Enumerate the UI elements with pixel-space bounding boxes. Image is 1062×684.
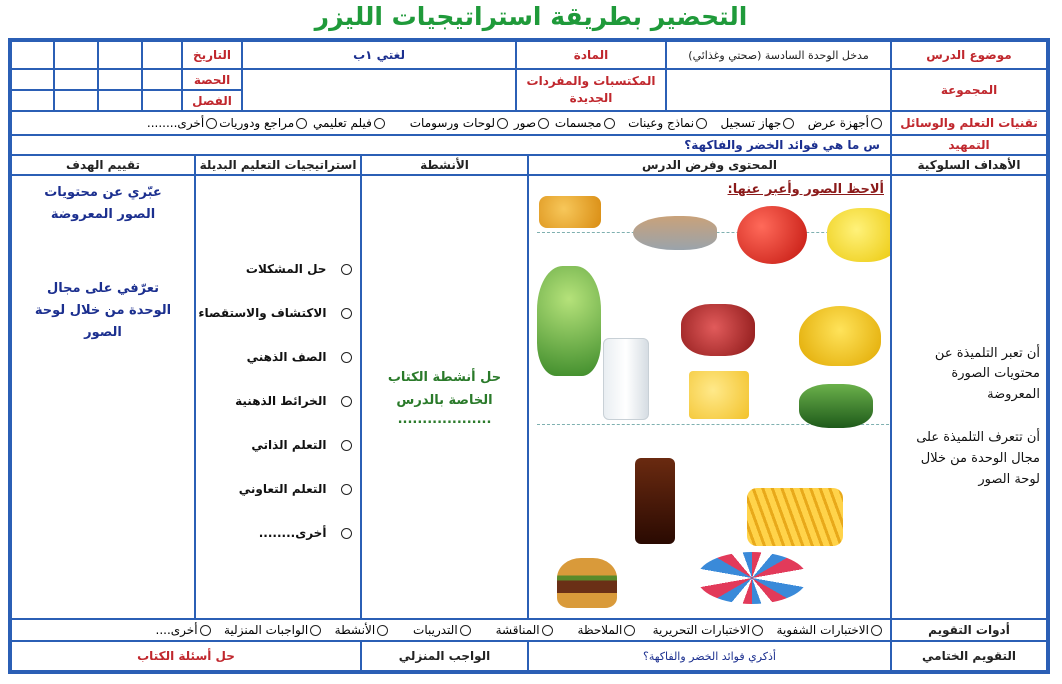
- evaluation-1: عبّري عن محتويات الصور المعروضة: [44, 185, 162, 223]
- radio-icon[interactable]: [871, 118, 882, 129]
- strategy-option[interactable]: الاكتشاف والاستقصاء: [198, 306, 354, 320]
- subject-value: لغتي ١ب: [242, 41, 516, 69]
- radio-icon[interactable]: [341, 396, 352, 407]
- assessment-option[interactable]: أخرى....: [156, 623, 213, 637]
- radio-icon[interactable]: [460, 625, 471, 636]
- blank-cell: [54, 90, 98, 111]
- radio-icon[interactable]: [341, 528, 352, 539]
- strategy-option[interactable]: حل المشكلات: [246, 262, 354, 276]
- objectives-header: الأهداف السلوكية: [891, 155, 1047, 175]
- class-label: الفصل: [182, 90, 242, 111]
- radio-icon[interactable]: [538, 118, 549, 129]
- content-header: المحتوى وفرض الدرس: [528, 155, 891, 175]
- date-label: التاريخ: [182, 41, 242, 69]
- radio-icon[interactable]: [341, 484, 352, 495]
- final-assessment-label: التقويم الختامي: [891, 641, 1047, 671]
- objective-2: أن تتعرف التلميذة على مجال الوحدة من خلال لوحة الصور: [916, 430, 1040, 487]
- radio-icon[interactable]: [542, 625, 553, 636]
- objectives-cell: [891, 175, 1047, 619]
- page-title: التحضير بطريقة استراتيجيات الليزر: [314, 2, 748, 31]
- radio-icon[interactable]: [341, 308, 352, 319]
- strategy-option[interactable]: التعلم التعاوني: [239, 482, 354, 496]
- blank-cell: [11, 90, 54, 111]
- radio-icon[interactable]: [624, 625, 635, 636]
- evaluation-header: تقييم الهدف: [11, 155, 195, 175]
- strategy-option[interactable]: الصف الذهني: [247, 350, 354, 364]
- radio-icon[interactable]: [341, 440, 352, 451]
- period-label: الحصة: [182, 69, 242, 90]
- radio-icon[interactable]: [696, 118, 707, 129]
- intro-question: س ما هي فوائد الخضر والفاكهة؟: [11, 135, 891, 155]
- candy-image: [697, 552, 807, 604]
- honey-image: [539, 196, 601, 228]
- blank-cell: [54, 69, 98, 90]
- bananas-image: [799, 306, 881, 366]
- meat-image: [681, 304, 755, 356]
- fish-image: [633, 216, 717, 250]
- assessment-option[interactable]: الملاحظة: [578, 623, 638, 637]
- burger-image: [557, 558, 617, 608]
- radio-icon[interactable]: [497, 118, 508, 129]
- radio-icon[interactable]: [296, 118, 307, 129]
- tool-option[interactable]: نماذج وعينات: [628, 116, 709, 130]
- blank-cell: [98, 90, 142, 111]
- blank-cell: [142, 69, 182, 90]
- blank-cell: [98, 41, 142, 69]
- vocab-label: المكتسبات والمفردات الجديدة: [516, 69, 666, 111]
- strategies-header: استراتيجيات التعليم البديلة: [195, 155, 361, 175]
- activities-text: حل أنشطة الكتاب الخاصة بالدرس: [387, 370, 502, 408]
- tools-label: تقنيات التعلم والوسائل: [891, 111, 1047, 135]
- radio-icon[interactable]: [377, 625, 388, 636]
- intro-label: التمهيد: [891, 135, 1047, 155]
- lesson-topic-label: موضوع الدرس: [891, 41, 1047, 69]
- cucumbers-image: [799, 384, 873, 428]
- subject-label: المادة: [516, 41, 666, 69]
- radio-icon[interactable]: [752, 625, 763, 636]
- assessment-option[interactable]: الواجبات المنزلية: [224, 623, 323, 637]
- assessment-option[interactable]: الاختبارات الشفوية: [777, 623, 884, 637]
- fries-image: [747, 488, 843, 546]
- tool-option[interactable]: أخرى........: [147, 116, 219, 130]
- soda-image: [635, 458, 675, 544]
- radio-icon[interactable]: [374, 118, 385, 129]
- radio-icon[interactable]: [206, 118, 217, 129]
- strategy-option[interactable]: التعلم الذاتي: [251, 438, 354, 452]
- food-collage: [537, 196, 891, 616]
- tool-option[interactable]: جهاز تسجيل: [721, 116, 797, 130]
- milk-image: [603, 338, 649, 420]
- tool-option[interactable]: مجسمات: [555, 116, 617, 130]
- content-instruction: ألاحظ الصور وأعبر عنها:: [727, 182, 884, 197]
- cheese-image: [689, 371, 749, 419]
- assessment-option[interactable]: الأنشطة: [335, 623, 391, 637]
- tool-option[interactable]: لوحات ورسومات: [410, 116, 510, 130]
- radio-icon[interactable]: [871, 625, 882, 636]
- strategy-option[interactable]: أخرى........: [259, 526, 354, 540]
- blank-cell: [54, 41, 98, 69]
- group-value: [666, 69, 891, 111]
- radio-icon[interactable]: [604, 118, 615, 129]
- blank-cell: [11, 41, 54, 69]
- activities-dots: ...................: [397, 411, 492, 427]
- lemons-image: [827, 208, 891, 262]
- tools-options: [11, 111, 891, 135]
- strategies-cell: [195, 175, 361, 619]
- blank-cell: [142, 41, 182, 69]
- assessment-option[interactable]: الاختبارات التحريرية: [653, 623, 765, 637]
- lesson-plan-table: [8, 38, 1050, 674]
- group-label: المجموعة: [891, 69, 1047, 111]
- assessment-tools-label: أدوات التقويم: [891, 619, 1047, 641]
- activities-cell: [361, 175, 528, 619]
- homework-label: الواجب المنزلي: [361, 641, 528, 671]
- homework-value: حل أسئلة الكتاب: [11, 641, 361, 671]
- assessment-option[interactable]: التدريبات: [413, 623, 473, 637]
- activities-header: الأنشطة: [361, 155, 528, 175]
- tool-option[interactable]: مراجع ودوريات: [219, 116, 309, 130]
- lettuce-image: [537, 266, 601, 376]
- radio-icon[interactable]: [783, 118, 794, 129]
- tool-option[interactable]: صور: [514, 116, 551, 130]
- vocab-value: [242, 69, 516, 111]
- blank-cell: [98, 69, 142, 90]
- lesson-topic-value: مدخل الوحدة السادسة (صحتي وغذائي): [666, 41, 891, 69]
- tool-option[interactable]: فيلم تعليمي: [313, 116, 387, 130]
- final-assessment-question: أذكري فوائد الخضر والفاكهة؟: [528, 641, 891, 671]
- content-cell: [528, 175, 891, 619]
- evaluation-cell: [11, 175, 195, 619]
- radio-icon[interactable]: [200, 625, 211, 636]
- evaluation-2: تعرّفي على مجال الوحدة من خلال لوحة الصور: [34, 281, 172, 341]
- radio-icon[interactable]: [341, 352, 352, 363]
- assessment-option[interactable]: المناقشة: [496, 623, 555, 637]
- tomatoes-image: [737, 206, 807, 264]
- radio-icon[interactable]: [310, 625, 321, 636]
- objective-1: أن تعبر التلميذة عن محتويات الصورة المعروضة: [934, 345, 1040, 403]
- radio-icon[interactable]: [341, 264, 352, 275]
- blank-cell: [11, 69, 54, 90]
- strategy-option[interactable]: الخرائط الذهنية: [235, 394, 354, 408]
- blank-cell: [142, 90, 182, 111]
- tool-option[interactable]: أجهزة عرض: [808, 116, 884, 130]
- assessment-tools-options: [11, 619, 891, 641]
